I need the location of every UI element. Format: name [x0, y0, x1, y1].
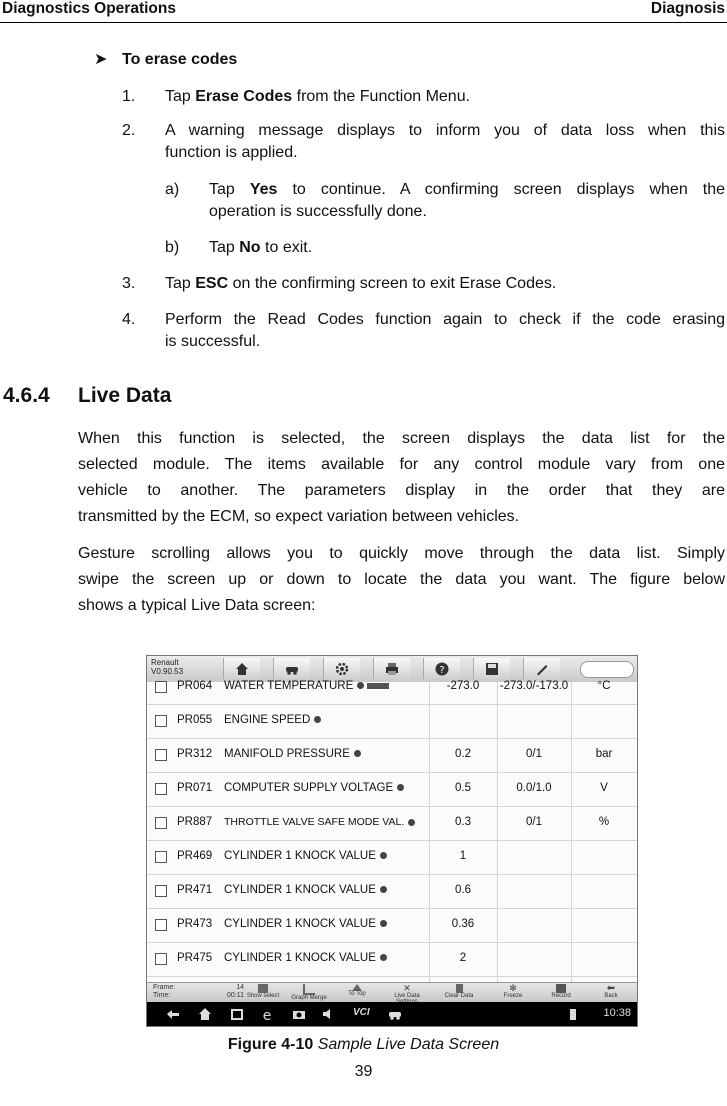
step-4-line-1: Perform the Read Codes function again to check if the code erasing	[165, 311, 725, 328]
row-code: PR055	[177, 714, 213, 726]
row-checkbox[interactable]	[155, 783, 167, 795]
row-name: CYLINDER 1 KNOCK VALUE	[224, 884, 387, 896]
row-checkbox[interactable]	[155, 885, 167, 897]
record-button[interactable]: Record	[541, 984, 581, 999]
para1-line-4: transmitted by the ECM, so expect variation between vehicles.	[78, 508, 520, 525]
row-value: 1	[459, 850, 467, 862]
para1-line-1: When this function is selected, the screen displays the data list for the	[78, 430, 725, 447]
svg-text:e: e	[262, 1008, 272, 1022]
info-icon[interactable]	[380, 852, 387, 859]
row-value: 0.36	[451, 918, 475, 930]
freeze-button[interactable]: ✻ Freeze	[503, 983, 523, 999]
column-divider	[571, 682, 572, 982]
home-icon[interactable]	[197, 1006, 213, 1022]
page-number: 39	[354, 1063, 373, 1080]
trash-icon	[456, 984, 463, 993]
table-row[interactable]	[147, 908, 637, 943]
row-code: PR887	[177, 816, 213, 828]
table-row[interactable]	[147, 670, 637, 705]
row-code: PR312	[177, 748, 213, 760]
status-clock: 10:38	[603, 1007, 631, 1019]
battery-icon	[565, 1006, 581, 1022]
step-2-line-2: function is applied.	[165, 144, 298, 161]
row-unit: %	[598, 816, 610, 828]
row-name: CYLINDER 1 KNOCK VALUE	[224, 850, 387, 862]
row-checkbox[interactable]	[155, 851, 167, 863]
para2-line-3: shows a typical Live Data screen:	[78, 597, 316, 614]
info-icon[interactable]	[408, 819, 415, 826]
vci-icon[interactable]: VCI	[353, 1007, 370, 1018]
row-code: PR473	[177, 918, 213, 930]
row-value: 0.6	[455, 884, 471, 896]
step-4-line-2: is successful.	[165, 333, 261, 350]
table-row[interactable]	[147, 874, 637, 909]
section-title: Live Data	[78, 384, 172, 407]
function-bar	[147, 982, 637, 1003]
row-value: 0.3	[455, 816, 471, 828]
row-name: THROTTLE VALVE SAFE MODE VAL.	[224, 816, 415, 828]
to-top-button[interactable]: To Top	[337, 984, 377, 997]
live-data-settings-button[interactable]: ✕ Live Data	[394, 983, 420, 999]
row-name: MANIFOLD PRESSURE	[224, 748, 361, 760]
section-number: 4.6.4	[3, 384, 50, 407]
header-section: Diagnosis	[650, 0, 725, 17]
info-icon[interactable]	[354, 750, 361, 757]
substep-b-number: b)	[165, 239, 180, 256]
row-unit: °C	[597, 680, 611, 692]
table-row[interactable]	[147, 840, 637, 875]
figure-caption: Figure 4-10 Sample Live Data Screen	[227, 1036, 500, 1053]
erase-title: To erase codes	[122, 51, 238, 68]
row-name: CYLINDER 1 KNOCK VALUE	[224, 952, 387, 964]
step-2-line-1: A warning message displays to inform you of data loss when this	[165, 122, 725, 139]
row-name: COMPUTER SUPPLY VOLTAGE	[224, 782, 404, 794]
row-code: PR471	[177, 884, 213, 896]
row-code: PR475	[177, 952, 213, 964]
info-icon[interactable]	[380, 886, 387, 893]
row-checkbox[interactable]	[155, 749, 167, 761]
para2-line-2: swipe the screen up or down to locate the data you want. The figure below	[78, 571, 725, 588]
column-divider	[497, 682, 498, 982]
para1-line-2: selected module. The items available for any control module vary from one	[78, 456, 725, 473]
vehicle-brand: Renault V0.90.53	[151, 658, 184, 676]
substep-a-line-1: Tap Yes to continue. A confirming screen displays when the	[209, 181, 726, 198]
row-checkbox[interactable]	[155, 681, 167, 693]
row-checkbox[interactable]	[155, 919, 167, 931]
table-row[interactable]	[147, 806, 637, 841]
browser-icon[interactable]	[259, 1006, 275, 1022]
row-code: PR071	[177, 782, 213, 794]
recent-apps-icon[interactable]	[229, 1006, 245, 1022]
bullet-arrow-icon: ➤	[94, 51, 108, 68]
row-name: CYLINDER 1 KNOCK VALUE	[224, 918, 387, 930]
clear-data-button[interactable]: Clear Data	[439, 984, 479, 999]
row-range: 0.0/1.0	[516, 782, 552, 794]
para2-line-1: Gesture scrolling allows you to quickly move through the data list. Simply	[78, 545, 725, 562]
up-arrow-icon	[352, 984, 362, 991]
para1-line-3: vehicle to another. The parameters display in the order that they are	[78, 482, 725, 499]
info-icon[interactable]	[397, 784, 404, 791]
row-checkbox[interactable]	[155, 817, 167, 829]
column-divider	[429, 682, 430, 982]
row-unit: V	[600, 782, 608, 794]
step-4-number: 4.	[122, 311, 136, 328]
table-row[interactable]	[147, 772, 637, 807]
row-value: 0.2	[455, 748, 471, 760]
camera-icon	[556, 984, 566, 993]
frame-time-values: 14 00:11	[227, 984, 244, 999]
graph-icon	[303, 984, 315, 995]
info-icon[interactable]	[357, 682, 364, 689]
table-row[interactable]	[147, 704, 637, 739]
table-row[interactable]	[147, 942, 637, 977]
row-range: 0/1	[526, 748, 542, 760]
row-value: -273.0	[446, 680, 480, 692]
live-data-screenshot	[146, 655, 638, 1027]
gauge-icon	[367, 683, 389, 689]
row-unit: bar	[595, 748, 613, 760]
row-code: PR064	[177, 680, 213, 692]
substep-b: Tap No to exit.	[209, 239, 313, 256]
header-chapter: Diagnostics Operations	[2, 0, 176, 17]
info-icon[interactable]	[380, 954, 387, 961]
checkbox-icon	[258, 984, 268, 993]
row-value: 2	[459, 952, 467, 964]
step-3: Tap ESC on the confirming screen to exit Erase Codes.	[165, 275, 557, 292]
back-icon[interactable]	[165, 1006, 181, 1022]
running-header	[0, 0, 727, 23]
row-code: PR469	[177, 850, 213, 862]
row-value: 0.5	[455, 782, 471, 794]
camera-icon[interactable]	[291, 1006, 307, 1022]
svg-text:?: ?	[439, 664, 445, 676]
substep-a-line-2: operation is successfully done.	[209, 203, 427, 220]
info-icon[interactable]	[314, 716, 321, 723]
snowflake-icon: ✻	[509, 983, 517, 993]
step-1-number: 1.	[122, 88, 136, 105]
system-bar	[147, 1002, 637, 1026]
car-icon[interactable]	[387, 1006, 403, 1022]
frame-time-labels: Frame: Time:	[153, 984, 176, 999]
row-range: -273.0/-173.0	[499, 680, 569, 692]
data-list	[147, 682, 637, 982]
info-icon[interactable]	[380, 920, 387, 927]
row-checkbox[interactable]	[155, 715, 167, 727]
graph-merge-button[interactable]: Graph Merge	[289, 984, 329, 1001]
step-2-number: 2.	[122, 122, 136, 139]
tools-icon: ✕	[403, 983, 411, 993]
step-3-number: 3.	[122, 275, 136, 292]
row-checkbox[interactable]	[155, 953, 167, 965]
row-range: 0/1	[526, 816, 542, 828]
back-arrow-icon: ⬅	[606, 983, 616, 994]
back-button[interactable]: ⬅ Back	[604, 983, 618, 999]
step-1: Tap Erase Codes from the Function Menu.	[165, 88, 471, 105]
row-name: WATER TEMPERATURE	[224, 680, 389, 692]
table-row[interactable]	[147, 738, 637, 773]
show-select-button[interactable]: Show select	[243, 984, 283, 999]
sound-icon[interactable]	[321, 1006, 337, 1022]
row-name: ENGINE SPEED	[224, 714, 321, 726]
substep-a-number: a)	[165, 181, 180, 198]
